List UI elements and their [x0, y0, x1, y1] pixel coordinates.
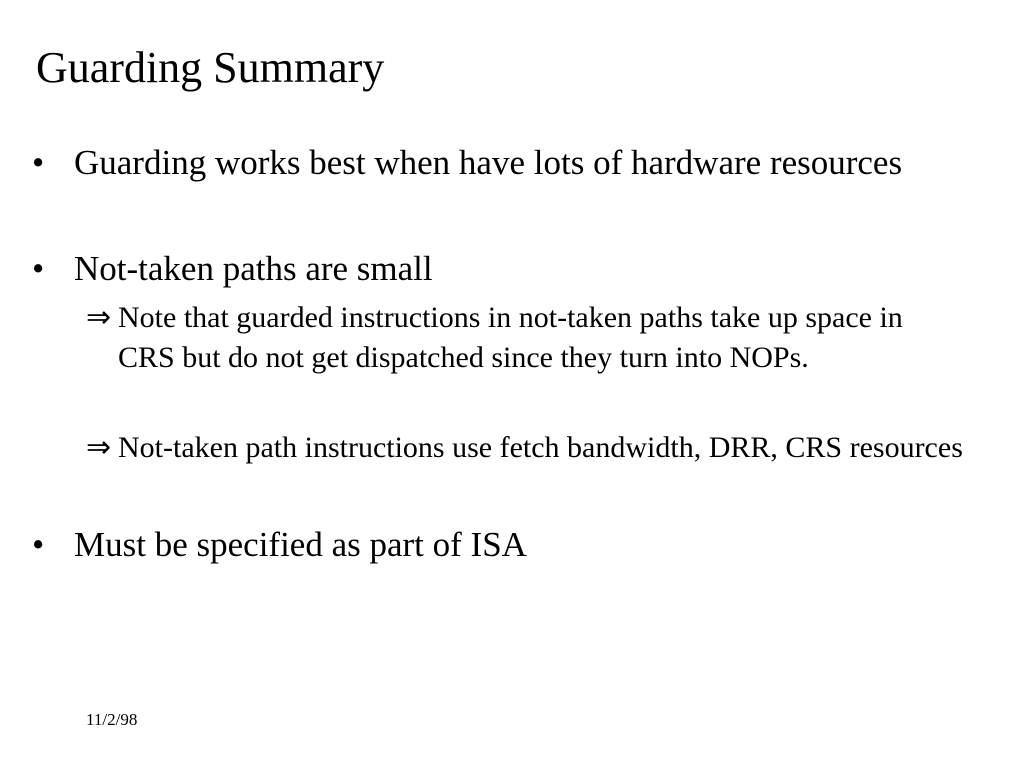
sub-bullet-item: [86, 298, 966, 378]
bullet-dot: •: [32, 143, 45, 182]
bullet-text: Must be specified as part of ISA: [74, 525, 527, 564]
sub-bullet-text: Not-taken path instructions use fetch bandwidth, DRR, CRS resources: [118, 431, 963, 464]
footer-date: 11/2/98: [86, 710, 138, 729]
implies-arrow-icon: ⇒: [86, 301, 112, 334]
bullet-item: [32, 244, 912, 293]
slide-title: Guarding Summary: [36, 43, 385, 92]
sub-bullet-item: [86, 428, 966, 468]
bullet-item: [32, 520, 912, 569]
sub-bullet-text: Note that guarded instructions in not-taken paths take up space in CRS but do not get dispatched since they turn into NOPs.: [118, 301, 903, 374]
implies-arrow-icon: ⇒: [86, 431, 112, 464]
bullet-text: Guarding works best when have lots of hardware resources: [74, 143, 903, 182]
bullet-item: [32, 138, 912, 187]
bullet-dot: •: [32, 249, 45, 288]
bullet-text: Not-taken paths are small: [74, 249, 433, 288]
bullet-dot: •: [32, 525, 45, 564]
